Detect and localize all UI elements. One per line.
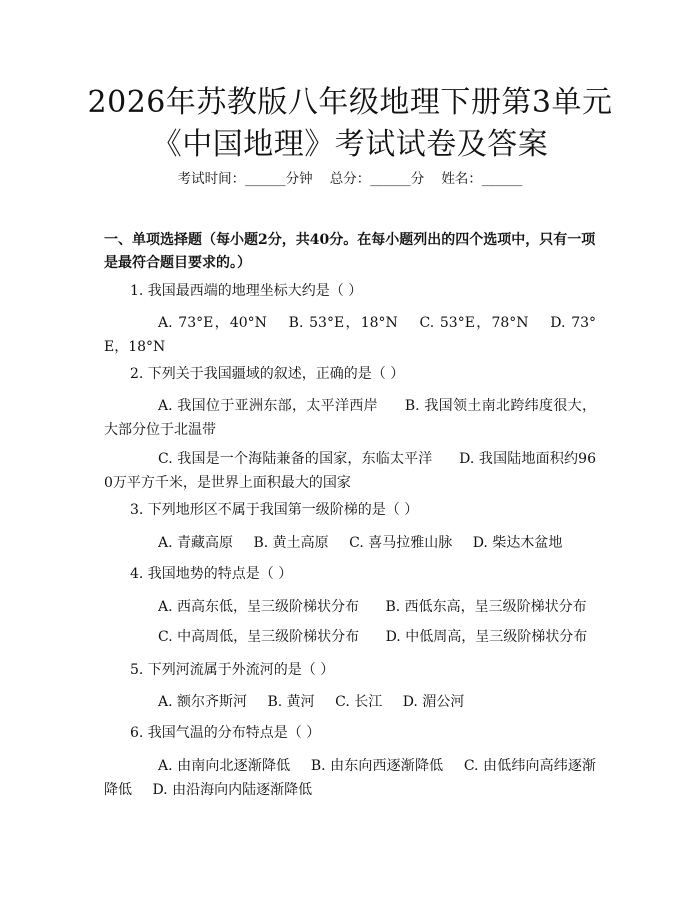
exam-title: 2026年苏教版八年级地理下册第3单元《中国地理》考试试卷及答案: [87, 85, 613, 162]
option: B. 53°E，18°N: [288, 315, 398, 331]
question-options: [104, 595, 596, 619]
option: A. 我国位于亚洲东部，太平洋西岸: [158, 398, 379, 414]
section-heading: 一、单项选择题（每小题2分，共40分。在每小题列出的四个选项中，只有一项是最符合题目要求的。）: [104, 232, 596, 271]
question-stem: 5. 下列河流属于外流河的是（ ）: [130, 662, 335, 678]
option: A. 西高东低，呈三级阶梯状分布: [158, 599, 360, 615]
option: D. 中低周高，呈三级阶梯状分布: [385, 629, 588, 645]
question-stem: 2. 下列关于我国疆域的叙述，正确的是（ ）: [130, 366, 405, 382]
option: D. 73°E，18°N: [104, 315, 597, 355]
option: A. 由南向北逐渐降低: [158, 758, 291, 774]
question-options: [104, 531, 596, 555]
option: D. 我国陆地面积约960万平方千米，是世界上面积最大的国家: [104, 451, 596, 491]
question-options: [104, 690, 596, 714]
option: A. 青藏高原: [158, 535, 234, 551]
option: D. 柴达木盆地: [472, 535, 563, 551]
question-options: [104, 625, 596, 649]
question-options: [104, 394, 596, 442]
option: A. 73°E，40°N: [158, 315, 267, 331]
exam-info-line: 考试时间：______分钟 总分：______分 姓名：______: [177, 171, 523, 187]
option: C. 喜马拉雅山脉: [349, 535, 453, 551]
option: B. 黄河: [267, 694, 315, 710]
option: D. 湄公河: [402, 694, 465, 710]
question-stem: 4. 我国地势的特点是（ ）: [130, 566, 293, 582]
option: B. 黄土高原: [253, 535, 329, 551]
option: B. 西低东高，呈三级阶梯状分布: [385, 599, 587, 615]
question-stem: 3. 下列地形区不属于我国第一级阶梯的是（ ）: [130, 502, 419, 518]
option: B. 我国领土南北跨纬度很大，大部分位于北温带: [104, 398, 596, 438]
question-stem: 1. 我国最西端的地理坐标大约是（ ）: [130, 283, 363, 299]
option: D. 由沿海向内陆逐渐降低: [152, 782, 313, 798]
option: C. 由低纬向高纬逐渐降低: [104, 758, 596, 798]
option: B. 由东向西逐渐降低: [310, 758, 444, 774]
option: C. 53°E，78°N: [419, 315, 529, 331]
question-options: [104, 311, 596, 359]
option: C. 长江: [335, 694, 383, 710]
option: C. 中高周低，呈三级阶梯状分布: [158, 629, 360, 645]
question-options: [104, 754, 596, 802]
option: A. 额尔齐斯河: [158, 694, 248, 710]
option: C. 我国是一个海陆兼备的国家，东临太平洋: [158, 451, 433, 467]
question-stem: 6. 我国气温的分布特点是（ ）: [130, 725, 321, 741]
question-options: [104, 447, 596, 495]
